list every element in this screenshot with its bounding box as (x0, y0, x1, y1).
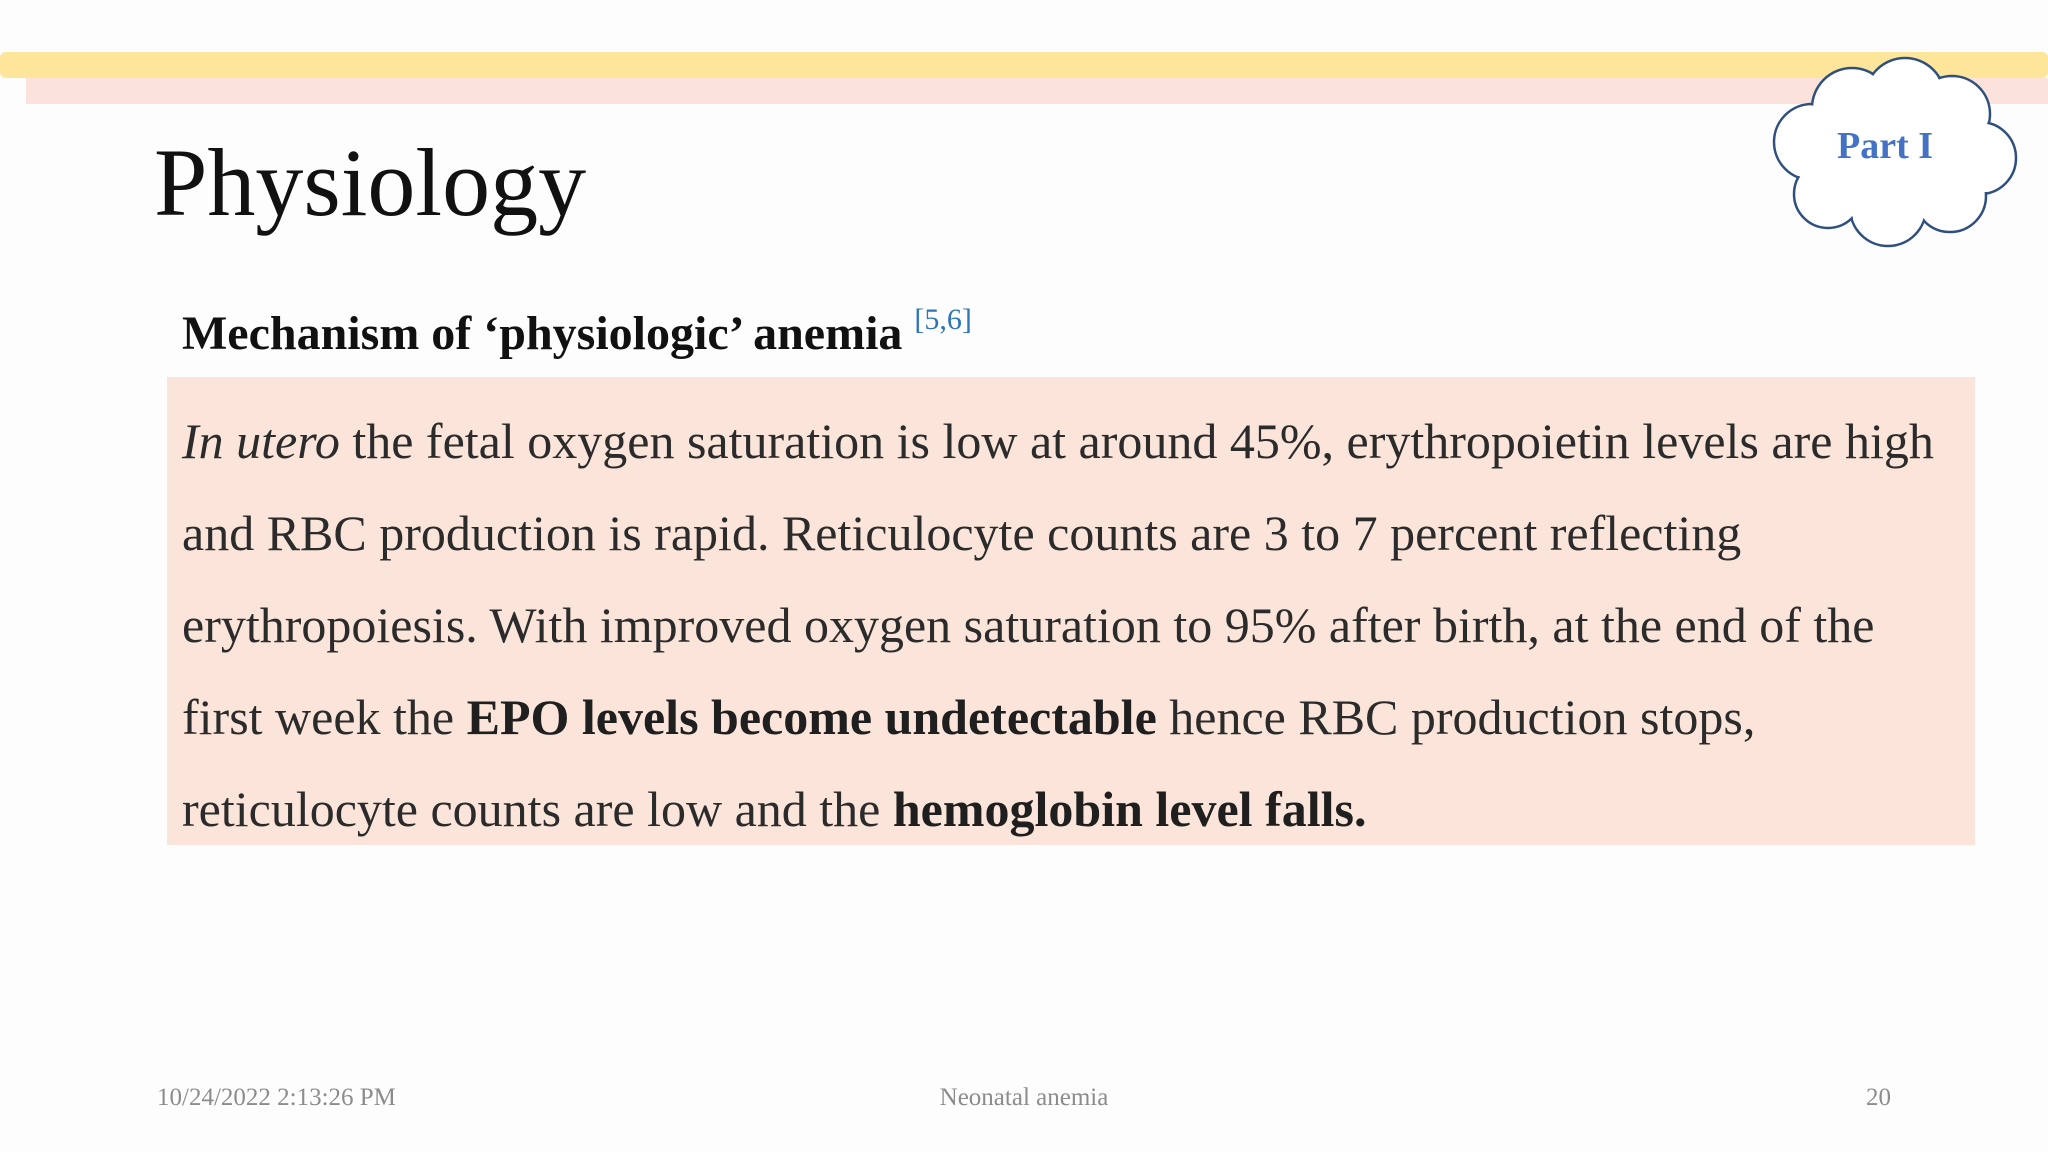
bold-phrase-hemoglobin: hemoglobin level falls. (892, 781, 1367, 837)
body-text-1: the fetal oxygen saturation is low at around 45%, erythropoietin levels are high and RBC production is rapid. Reticulocyte counts are 3 to 7 percent reflecting erythropoiesis. With improved oxygen saturation to 95% after birth, at the end of the first week the (182, 413, 1934, 745)
part-badge-label: Part I (1836, 125, 1934, 167)
slide-title: Physiology (154, 129, 587, 236)
italic-lead: In utero (182, 413, 340, 469)
body-text-2: hence RBC production stops, reticulocyte counts are low and the (182, 689, 1756, 837)
subheading-text: Mechanism of ‘physiologic’ anemia (182, 307, 903, 360)
section-subheading (182, 290, 972, 364)
body-paragraph (182, 395, 1962, 855)
footer-page-number: 20 (1866, 1084, 1891, 1111)
footer-title: Neonatal anemia (939, 1084, 1109, 1111)
reference-citation: [5,6] (914, 303, 972, 336)
footer-date: 10/24/2022 2:13:26 PM (157, 1084, 396, 1111)
part-badge-cloud (1740, 46, 2030, 266)
bold-phrase-epo: EPO levels become undetectable (466, 689, 1157, 745)
